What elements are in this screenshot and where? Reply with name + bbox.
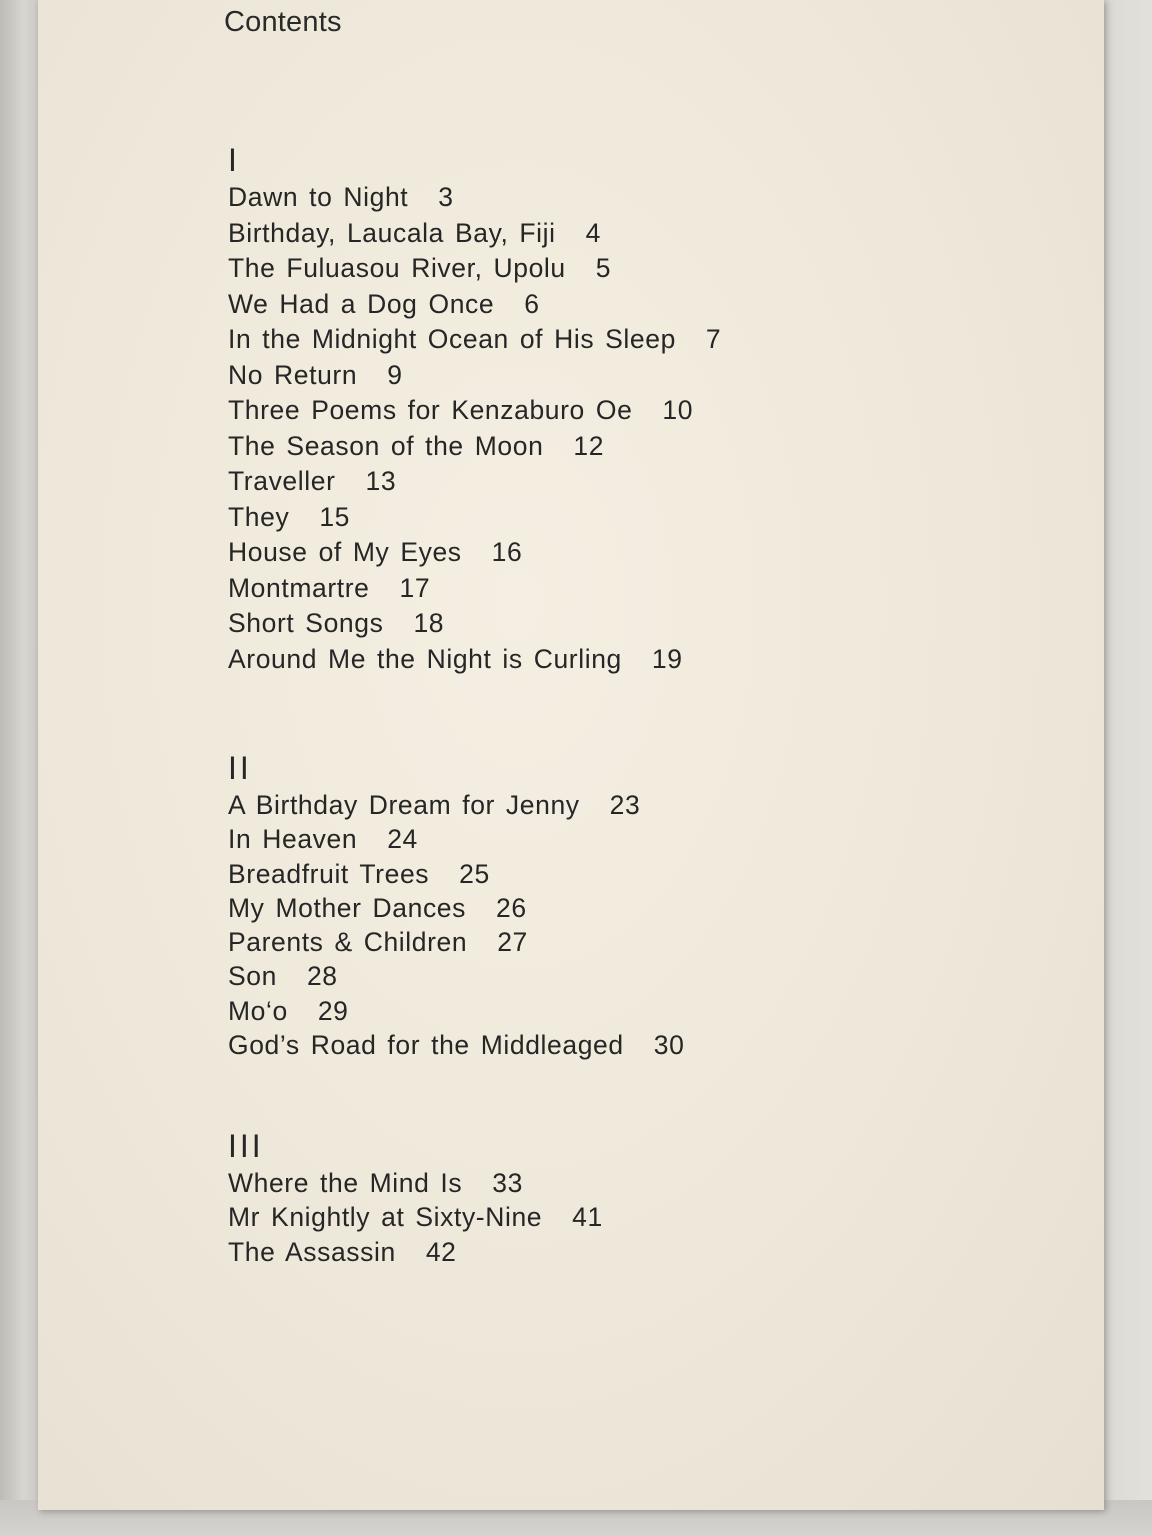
entry-page-number: 29 bbox=[317, 995, 349, 1026]
section-3 bbox=[228, 1126, 928, 1269]
section-numeral: II bbox=[228, 750, 252, 786]
entry-page-number: 15 bbox=[319, 501, 351, 532]
entry-title: Son bbox=[228, 961, 277, 992]
entry-page-number: 26 bbox=[495, 892, 527, 923]
entry-title: House of My Eyes bbox=[228, 537, 462, 567]
entry-page-number: 42 bbox=[425, 1236, 457, 1267]
entry-page-number: 6 bbox=[524, 288, 540, 319]
entry-title: The Fuluasou River, Upolu bbox=[228, 253, 566, 283]
entry-page-number: 13 bbox=[365, 466, 397, 496]
toc-entry bbox=[228, 500, 928, 536]
entry-title: They bbox=[228, 501, 290, 532]
entry-page-number: 27 bbox=[497, 927, 528, 958]
entry-title: The Season of the Moon bbox=[228, 430, 544, 461]
entry-page-number: 24 bbox=[387, 824, 418, 855]
entry-page-number: 10 bbox=[662, 395, 694, 425]
entry-page-number: 7 bbox=[705, 324, 722, 354]
entry-title: Around Me the Night is Curling bbox=[228, 643, 622, 674]
toc-entry bbox=[228, 322, 928, 358]
entry-title: God’s Road for the Middleaged bbox=[228, 1030, 624, 1061]
entry-page-number: 41 bbox=[572, 1202, 603, 1233]
entry-title: Breadfruit Trees bbox=[228, 858, 430, 889]
entry-page-number: 3 bbox=[438, 182, 454, 212]
entry-title: The Assassin bbox=[228, 1236, 396, 1267]
entry-title: Where the Mind Is bbox=[228, 1168, 463, 1198]
entry-page-number: 18 bbox=[413, 608, 445, 638]
entry-title: Traveller bbox=[228, 466, 336, 496]
entry-title: No Return bbox=[228, 359, 358, 390]
page-title: Contents bbox=[224, 6, 342, 38]
toc-entry bbox=[228, 857, 928, 891]
entry-title: Dawn to Night bbox=[228, 182, 409, 212]
entry-page-number: 19 bbox=[651, 643, 683, 674]
entry-title: Mo‘o bbox=[228, 995, 288, 1026]
toc-entry bbox=[228, 994, 928, 1028]
toc-entry bbox=[228, 959, 928, 993]
entry-title: In the Midnight Ocean of His Sleep bbox=[228, 324, 676, 354]
entry-title: In Heaven bbox=[228, 824, 358, 855]
entry-title: My Mother Dances bbox=[228, 892, 466, 923]
entry-page-number: 16 bbox=[491, 537, 523, 567]
entry-page-number: 30 bbox=[653, 1030, 685, 1061]
entry-page-number: 25 bbox=[459, 858, 490, 889]
entry-title: Montmartre bbox=[228, 572, 370, 603]
toc-entry bbox=[228, 891, 928, 925]
toc-entry bbox=[228, 1166, 928, 1200]
toc-entry bbox=[228, 535, 928, 571]
toc-entry bbox=[228, 358, 928, 394]
entry-page-number: 17 bbox=[399, 572, 431, 603]
entry-page-number: 23 bbox=[609, 790, 641, 820]
toc-entry bbox=[228, 429, 928, 465]
section-1 bbox=[228, 140, 928, 677]
section-numeral: III bbox=[228, 1128, 264, 1164]
toc-entry bbox=[228, 788, 928, 822]
background-surface bbox=[1100, 0, 1152, 1536]
entry-title: Birthday, Laucala Bay, Fiji bbox=[228, 217, 556, 248]
toc-entry bbox=[228, 1028, 928, 1062]
toc-entry bbox=[228, 464, 928, 500]
toc-entry bbox=[228, 642, 928, 678]
entry-title: We Had a Dog Once bbox=[228, 288, 495, 319]
toc-entry bbox=[228, 180, 928, 216]
toc-entry bbox=[228, 571, 928, 607]
toc-entry bbox=[228, 393, 928, 429]
entry-title: Short Songs bbox=[228, 608, 384, 638]
toc-entry bbox=[228, 606, 928, 642]
entry-page-number: 5 bbox=[595, 253, 612, 283]
toc-entry bbox=[228, 251, 928, 287]
toc-entry bbox=[228, 925, 928, 959]
entry-page-number: 33 bbox=[492, 1168, 523, 1198]
entry-title: Parents & Children bbox=[228, 927, 468, 958]
section-numeral: I bbox=[228, 142, 240, 178]
toc-entry bbox=[228, 1235, 928, 1269]
entry-page-number: 28 bbox=[306, 961, 338, 992]
entry-page-number: 4 bbox=[585, 217, 601, 248]
entry-page-number: 12 bbox=[573, 430, 605, 461]
toc-entry bbox=[228, 287, 928, 323]
book-spine-edge bbox=[0, 0, 40, 1536]
toc-entry bbox=[228, 1200, 928, 1234]
section-2 bbox=[228, 748, 928, 1062]
entry-page-number: 9 bbox=[387, 359, 403, 390]
entry-title: Mr Knightly at Sixty-Nine bbox=[228, 1202, 543, 1233]
toc-entry bbox=[228, 216, 928, 252]
entry-title: Three Poems for Kenzaburo Oe bbox=[228, 395, 633, 425]
entry-title: A Birthday Dream for Jenny bbox=[228, 790, 580, 820]
contents-page bbox=[38, 0, 1104, 1510]
toc-entry bbox=[228, 822, 928, 856]
